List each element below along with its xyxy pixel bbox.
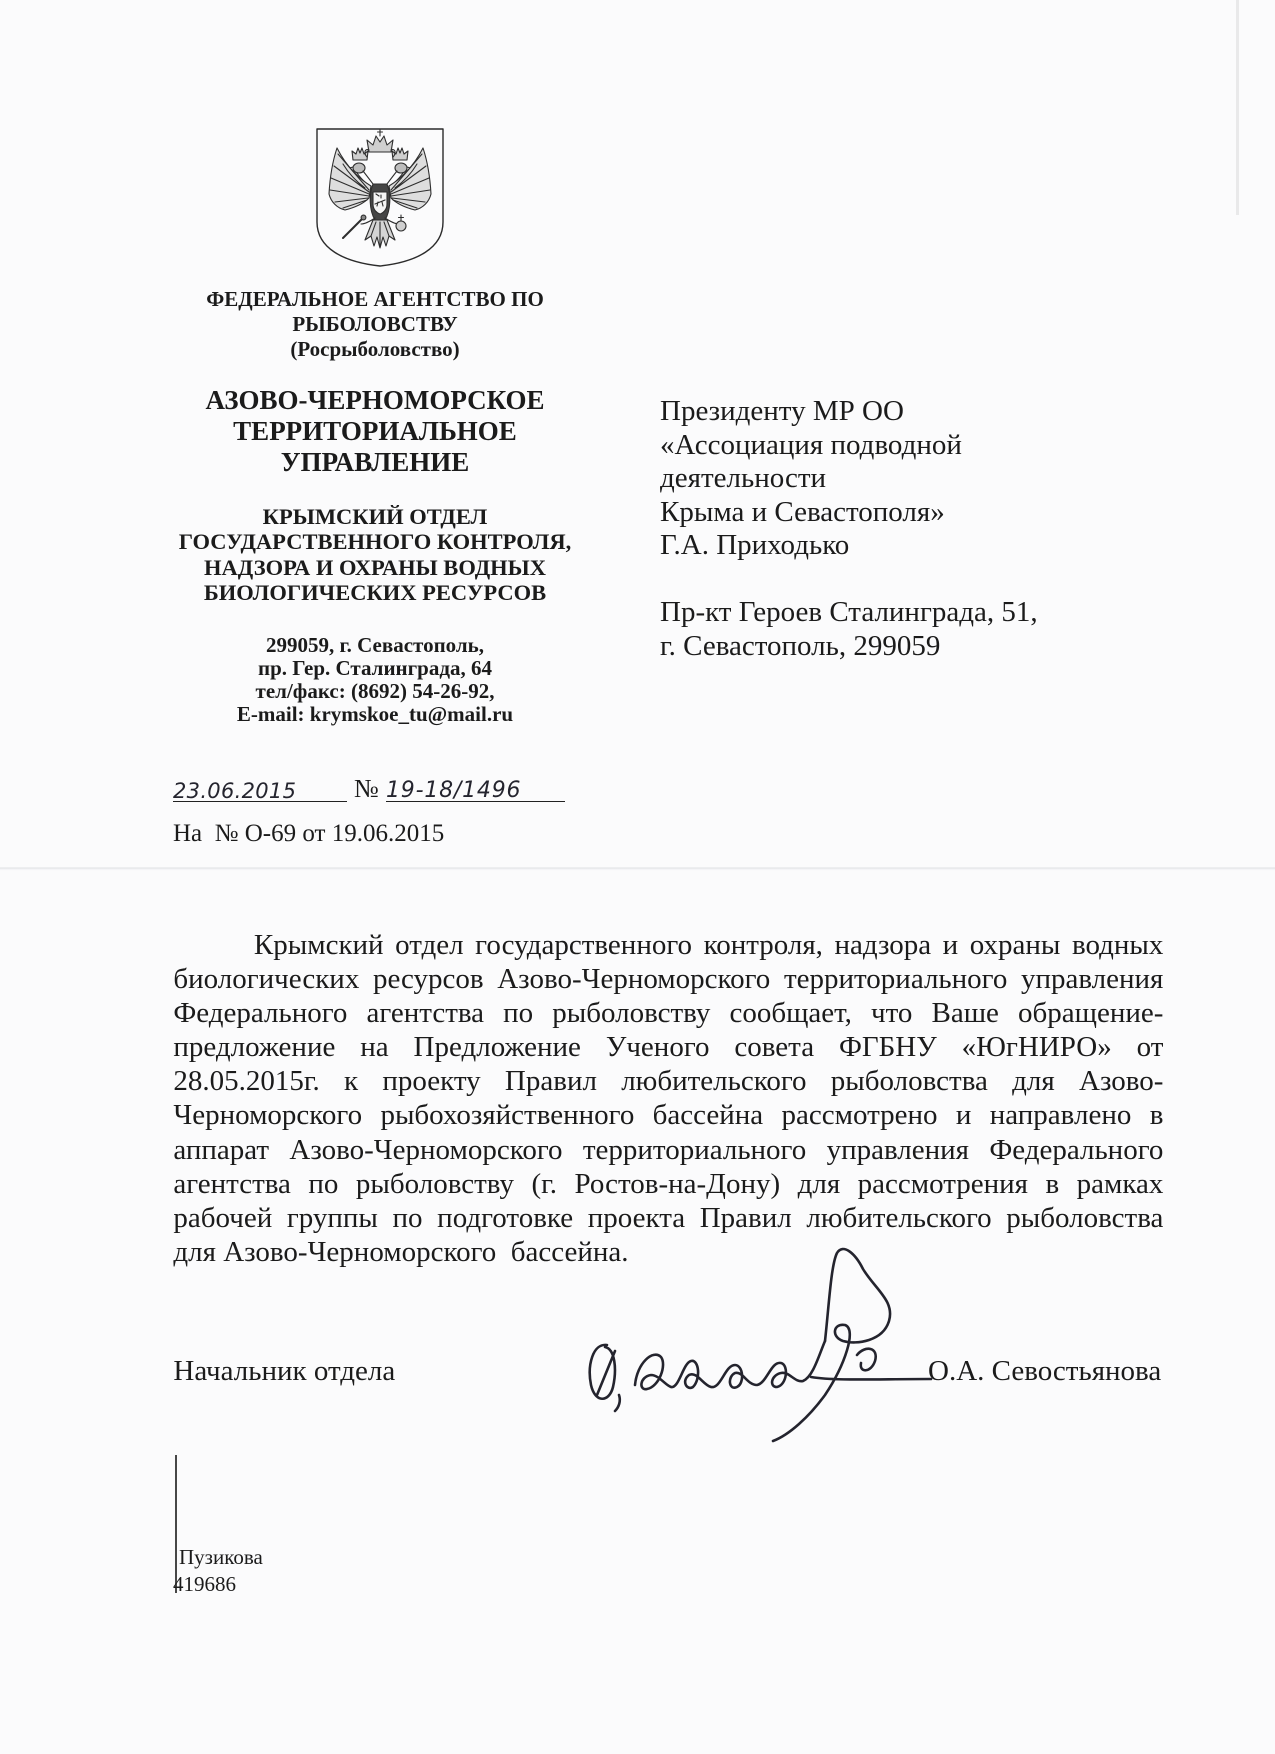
department-line: ГОСУДАРСТВЕННОГО КОНТРОЛЯ,: [178, 529, 572, 555]
addressee-line: деятельности: [660, 462, 827, 495]
agency-line: РЫБОЛОВСТВУ: [292, 312, 458, 337]
agency-name: [145, 287, 605, 363]
outgoing-date: 23.06.2015: [173, 779, 297, 803]
body-line: биологических ресурсов Азово-Черноморского территориального управления: [173, 963, 1164, 996]
sender-street: пр. Гер. Сталинграда, 64: [257, 656, 492, 681]
addressee-name: Г.А. Приходько: [660, 529, 850, 562]
department-line: НАДЗОРА И ОХРАНЫ ВОДНЫХ: [203, 554, 547, 580]
agency-line: ФЕДЕРАЛЬНОЕ АГЕНТСТВО ПО: [206, 287, 544, 311]
addressee-postal-address: [660, 596, 1038, 663]
body-line: аппарат Азово-Черноморского территориального управления Федерального: [173, 1133, 1164, 1166]
addressee-street: Пр-кт Героев Сталинграда, 51,: [660, 596, 1038, 628]
department-line: КРЫМСКИЙ ОТДЕЛ: [262, 504, 488, 529]
scan-edge-shadow: [1236, 0, 1239, 215]
letter-body: [173, 928, 1163, 1269]
sender-phone-fax: тел/факс: (8692) 54-26-92,: [255, 679, 495, 704]
signatory-name: О.А. Севостьянова: [928, 1355, 1162, 1387]
outgoing-number: 19-18/1496: [386, 778, 522, 803]
department-name: [145, 504, 605, 606]
paper-fold-line: [0, 867, 1275, 871]
body-line: для Азово-Черноморского бассейна.: [173, 1235, 629, 1268]
administration-name: [145, 385, 605, 479]
outgoing-number-field: [386, 775, 565, 802]
number-sign: №: [354, 774, 379, 803]
department-line: БИОЛОГИЧЕСКИХ РЕСУРСОВ: [203, 580, 547, 606]
body-line: рабочей группы по подготовке проекта Правил любительского рыболовства: [173, 1201, 1164, 1234]
body-line: Черноморского рыбохозяйственного бассейна рассмотрено и направлено в: [173, 1099, 1164, 1132]
administration-line: ТЕРРИТОРИАЛЬНОЕ: [233, 415, 517, 446]
addressee-line: Крыма и Севастополя»: [660, 495, 945, 528]
outgoing-date-field: [173, 775, 347, 802]
coat-of-arms-icon: [313, 124, 447, 269]
reply-reference: На № О-69 от 19.06.2015: [173, 820, 445, 847]
body-line: Федерального агентства по рыболовству сообщает, что Ваше обращение-: [173, 997, 1164, 1030]
sender-contacts: [145, 634, 605, 726]
administration-line: УПРАВЛЕНИЕ: [280, 447, 470, 478]
executor-name: Пузикова: [179, 1544, 263, 1569]
sender-email: E-mail: krymskoe_tu@mail.ru: [236, 702, 514, 727]
administration-line: АЗОВО-ЧЕРНОМОРСКОЕ: [205, 384, 545, 415]
addressee-city: г. Севастополь, 299059: [660, 629, 941, 662]
body-line: предложение на Предложение Ученого совета ФГБНУ «ЮгНИРО» от: [173, 1031, 1164, 1064]
addressee-line: «Ассоциация подводной: [660, 428, 962, 461]
executor-phone: 419686: [173, 1571, 236, 1596]
body-line: агентства по рыболовству (г. Ростов-на-Дону) для рассмотрения в рамках: [173, 1167, 1164, 1200]
body-line: 28.05.2015г. к проекту Правил любительского рыболовства для Азово-: [173, 1065, 1164, 1098]
signatory-position: Начальник отдела: [173, 1355, 396, 1387]
addressee-line: Президенту МР ОО: [660, 395, 904, 427]
addressee: [660, 395, 962, 563]
agency-short-name: (Росрыболовство): [290, 337, 460, 362]
sender-postcode-city: 299059, г. Севастополь,: [265, 633, 485, 657]
handwritten-signature-icon: [575, 1245, 935, 1450]
body-line: Крымский отдел государственного контроля, надзора и охраны водных: [253, 929, 1164, 961]
